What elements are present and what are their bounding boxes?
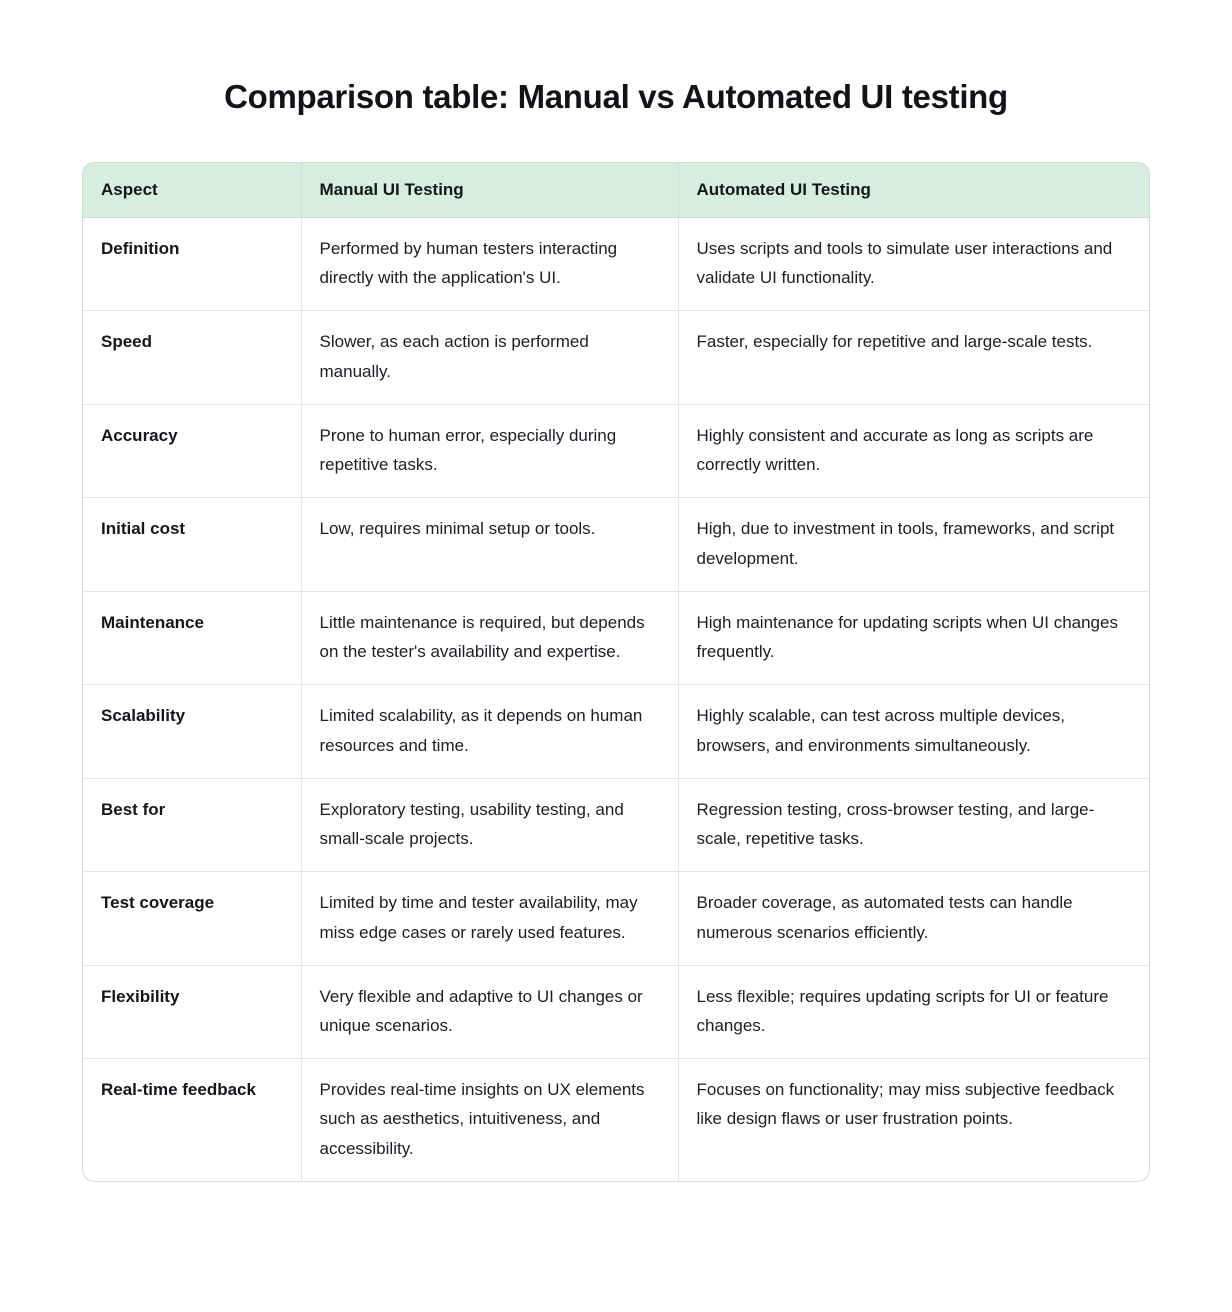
cell-automated: Uses scripts and tools to simulate user interactions and validate UI functionality. bbox=[696, 239, 1113, 288]
page-title: Comparison table: Manual vs Automated UI testing bbox=[224, 78, 1008, 115]
cell-manual: Very flexible and adaptive to UI changes or unique scenarios. bbox=[301, 965, 678, 1058]
table-header bbox=[83, 163, 1150, 218]
cell-automated: High maintenance for updating scripts when UI changes frequently. bbox=[678, 591, 1150, 684]
cell-automated: Less flexible; requires updating scripts for UI or feature changes. bbox=[678, 965, 1150, 1058]
cell-manual: Exploratory testing, usability testing, and small-scale projects. bbox=[301, 778, 678, 871]
cell-aspect: Real-time feedback bbox=[83, 1059, 301, 1181]
table-row bbox=[83, 311, 1150, 404]
table-row bbox=[83, 498, 1150, 591]
table-header-row bbox=[83, 163, 1150, 218]
cell-automated: Highly scalable, can test across multiple devices, browsers, and environments simultaneously. bbox=[678, 685, 1150, 778]
cell-manual: Little maintenance is required, but depends on the tester's availability and expertise. bbox=[301, 591, 678, 684]
cell-aspect: Scalability bbox=[83, 685, 301, 778]
cell-manual: Slower, as each action is performed manually. bbox=[301, 311, 678, 404]
cell-manual: Limited scalability, as it depends on human resources and time. bbox=[301, 685, 678, 778]
cell-manual: Performed by human testers interacting directly with the application's UI. bbox=[301, 218, 678, 311]
cell-manual: Prone to human error, especially during repetitive tasks. bbox=[301, 404, 678, 497]
cell-manual: Limited by time and tester availability, may miss edge cases or rarely used features. bbox=[301, 872, 678, 965]
cell-aspect: Maintenance bbox=[83, 591, 301, 684]
cell-automated: Highly consistent and accurate as long as scripts are correctly written. bbox=[678, 404, 1150, 497]
table-row bbox=[83, 404, 1150, 497]
cell-aspect: Best for bbox=[83, 778, 301, 871]
table-row bbox=[83, 1059, 1150, 1181]
table-row bbox=[83, 218, 1150, 311]
cell-aspect: Accuracy bbox=[83, 404, 301, 497]
comparison-table bbox=[83, 163, 1150, 1181]
cell-aspect: Speed bbox=[83, 311, 301, 404]
cell-automated: Faster, especially for repetitive and large-scale tests. bbox=[678, 311, 1150, 404]
cell-aspect: Test coverage bbox=[83, 872, 301, 965]
table-row bbox=[83, 778, 1150, 871]
table-row bbox=[83, 965, 1150, 1058]
cell-automated: Broader coverage, as automated tests can handle numerous scenarios efficiently. bbox=[678, 872, 1150, 965]
cell-aspect: Flexibility bbox=[83, 965, 301, 1058]
cell-aspect: Initial cost bbox=[83, 498, 301, 591]
column-header-manual: Manual UI Testing bbox=[301, 163, 678, 218]
table-row bbox=[83, 591, 1150, 684]
cell-manual: Provides real-time insights on UX elements such as aesthetics, intuitiveness, and accessibility. bbox=[301, 1059, 678, 1181]
cell-automated: Focuses on functionality; may miss subjective feedback like design flaws or user frustration points. bbox=[678, 1059, 1150, 1181]
cell-aspect: Definition bbox=[83, 218, 301, 311]
column-header-aspect: Aspect bbox=[83, 163, 301, 218]
cell-manual: Low, requires minimal setup or tools. bbox=[301, 498, 678, 591]
table-row bbox=[83, 872, 1150, 965]
cell-automated: High, due to investment in tools, frameworks, and script development. bbox=[678, 498, 1150, 591]
column-header-automated: Automated UI Testing bbox=[678, 163, 1150, 218]
cell-automated: Regression testing, cross-browser testing, and large-scale, repetitive tasks. bbox=[678, 778, 1150, 871]
table-body bbox=[83, 218, 1150, 1181]
table-row bbox=[83, 685, 1150, 778]
comparison-table-container bbox=[82, 162, 1150, 1182]
